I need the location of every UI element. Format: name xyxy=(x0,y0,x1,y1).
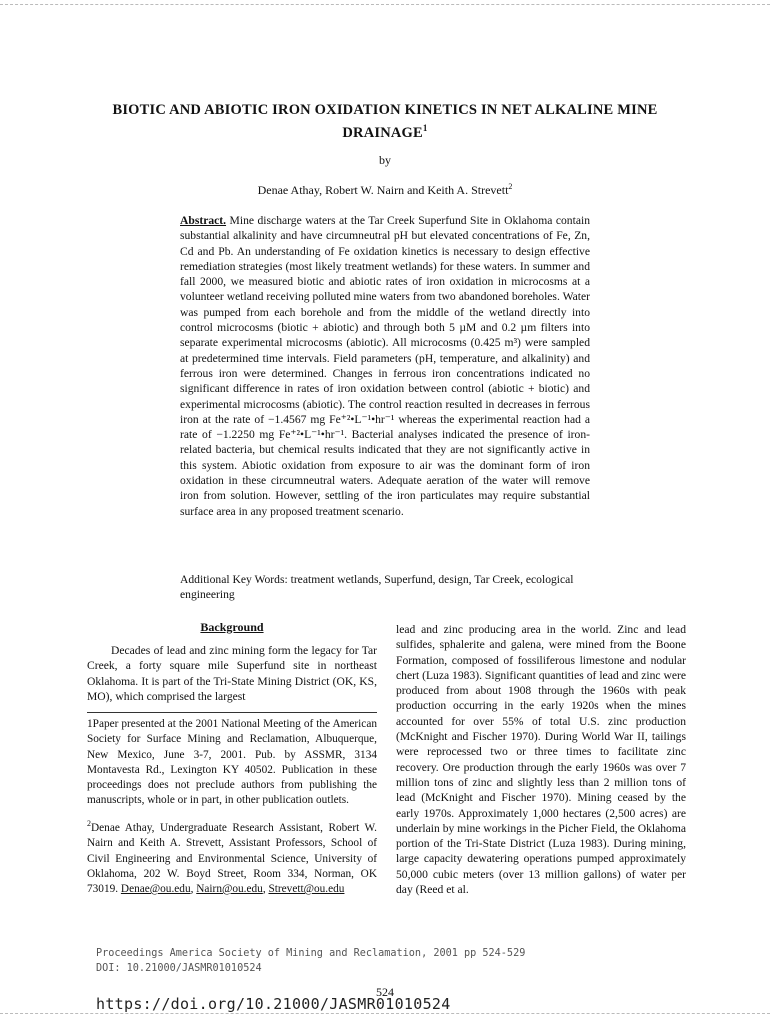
email-link-nairn[interactable]: Nairn@ou.edu xyxy=(196,882,263,895)
abstract-label: Abstract. xyxy=(180,214,227,227)
page-number: 524 xyxy=(376,985,394,999)
footnote-2: $^2$Denae Athay, Undergraduate Research Assistant, Robert W. Nairn and Keith A. Strevett, Assistant Professors, School of Civil Engineering and Environmental Science, University of Oklahoma, 202 W. Boyd Street, Room 334, Norman, OK 73019. Denae@ou.edu, Nairn@ou.edu, Strevett@ou.edu xyxy=(87,819,377,895)
footnote-1 xyxy=(87,717,377,808)
doi-link[interactable]: https://doi.org/10.21000/JASMR01010524 xyxy=(96,995,451,1013)
email-link-strevett[interactable]: Strevett@ou.edu xyxy=(268,882,345,895)
footnote-divider xyxy=(87,712,377,713)
proceedings-line: Proceedings America Society of Mining and Reclamation, 2001 pp 524-529 xyxy=(96,948,526,959)
background-paragraph-left: Decades of lead and zinc mining form the legacy for Tar Creek, a forty square mile Superfund site in northeast Oklahoma. It is part of the Tri-State Mining District (OK, KS, MO), which comprised the largest xyxy=(87,644,377,703)
byline-by: by xyxy=(379,153,391,167)
abstract-body: Mine discharge waters at the Tar Creek Superfund Site in Oklahoma contain substantial alkalinity and have circumneutral pH but elevated concentrations of Fe, Zn, Cd and Pb. An understanding of Fe oxidation kinetics is necessary to design effective remediation strategies (most likely treatment wetlands) for these waters. In summer and fall 2000, we measured biotic and abiotic rates of iron oxidation in microcosms at a volunteer wetland receiving polluted mine waters from two abandoned boreholes. Water was pumped from each borehole and from the middle of the wetland directly into control microcosms (biotic + abiotic) and through both 5 µM and 0.2 µm filters into separate experimental microcosms (abiotic). All microcosms (0.425 m³) were sampled at predetermined time intervals. Field parameters (pH, temperature, and alkalinity) and ferrous iron were determined. Changes in ferrous iron concentrations indicated no significant difference in rates of iron oxidation between control (abiotic + biotic) and experimental microcosms (abiotic). The control reaction resulted in decreases in ferrous iron at the rate of −1.4567 mg Fe⁺²•L⁻¹•hr⁻¹ whereas the experimental reaction had a rate of −1.2250 mg Fe⁺²•L⁻¹•hr⁻¹. Bacterial analyses indicated the presence of iron-related bacteria, but chemical results indicated that they are not significantly active in this system. Abiotic oxidation from exposure to air was the dominant form of iron oxidation in these circumneutral waters. Adequate aeration of the water will remove iron from solution. However, settling of the iron particulates may require substantial surface area in any proposed treatment scenario. xyxy=(180,214,590,518)
left-column xyxy=(87,620,377,905)
email-link-athay[interactable]: Denae@ou.edu xyxy=(120,882,191,895)
doi-line: DOI: 10.21000/JASMR01010524 xyxy=(96,963,262,974)
title-footnote-marker: 1 xyxy=(422,123,428,133)
right-column xyxy=(396,622,686,897)
footnote-2-text: Denae Athay, Undergraduate Research Assistant, Robert W. Nairn and Keith A. Strevett, Assistant Professors, School of Civil Engineering and Environmental Science, University of Oklahoma, 202 W. Boyd Street, Room 334, Norman, OK 73019. xyxy=(87,822,377,895)
scan-top-rule xyxy=(0,4,770,5)
abstract xyxy=(180,213,590,519)
footnote-1-text: Paper presented at the 2001 National Meeting of the American Society for Surface Mining and Reclamation, Albuquerque, New Mexico, June 3-7, 2001. Pub. by ASSMR, 3134 Montavesta Rd., Lexington KY 40502. Publication in these proceedings does not preclude authors from publishing the manuscripts, whole or in part, in other publication outlets. xyxy=(87,718,377,807)
paper-title xyxy=(90,101,680,142)
title-text: BIOTIC AND ABIOTIC IRON OXIDATION KINETICS IN NET ALKALINE MINE DRAINAGE xyxy=(112,102,658,141)
footnote-2-marker: 2 xyxy=(87,819,91,829)
section-heading-background: Background xyxy=(200,620,264,634)
key-words: Additional Key Words: treatment wetlands, Superfund, design, Tar Creek, ecological engineering xyxy=(180,573,574,602)
background-paragraph-right: lead and zinc producing area in the world. Zinc and lead sulfides, sphalerite and galena, were mined from the Boone Formation, composed of fossiliferous limestone and nodular chert (Luza 1983). Significant quantities of lead and zinc were produced from about 1908 through the 1960s with peak production occurring in the early 1920s when the mines accounted for over 55% of total U.S. zinc production (McKnight and Fischer 1970). During World War II, tailings were reprocessed two or three times to facilitate zinc recovery. Ore production through the early 1960s was over 7 million tons of zinc and slightly less than 2 million tons of lead (McKnight and Fischer 1970). Mining ceased by the early 1970s. Approximately 1,000 hectares (2,500 acres) are underlain by mine workings in the Picher Field, the Oklahoma portion of the Tri-State District (Luza 1983). During mining, large capacity dewatering operations pumped approximately 50,000 cubic meters (over 13 million gallons) of water per day (Reed et al. xyxy=(396,623,686,897)
authors-footnote-marker: 2 xyxy=(508,182,513,191)
scan-bottom-rule xyxy=(0,1013,770,1014)
author-list xyxy=(0,182,770,198)
proceedings-citation xyxy=(96,946,525,976)
footnote-1-marker: 1 xyxy=(87,718,93,731)
authors-text: Denae Athay, Robert W. Nairn and Keith A. Strevett xyxy=(257,183,509,197)
